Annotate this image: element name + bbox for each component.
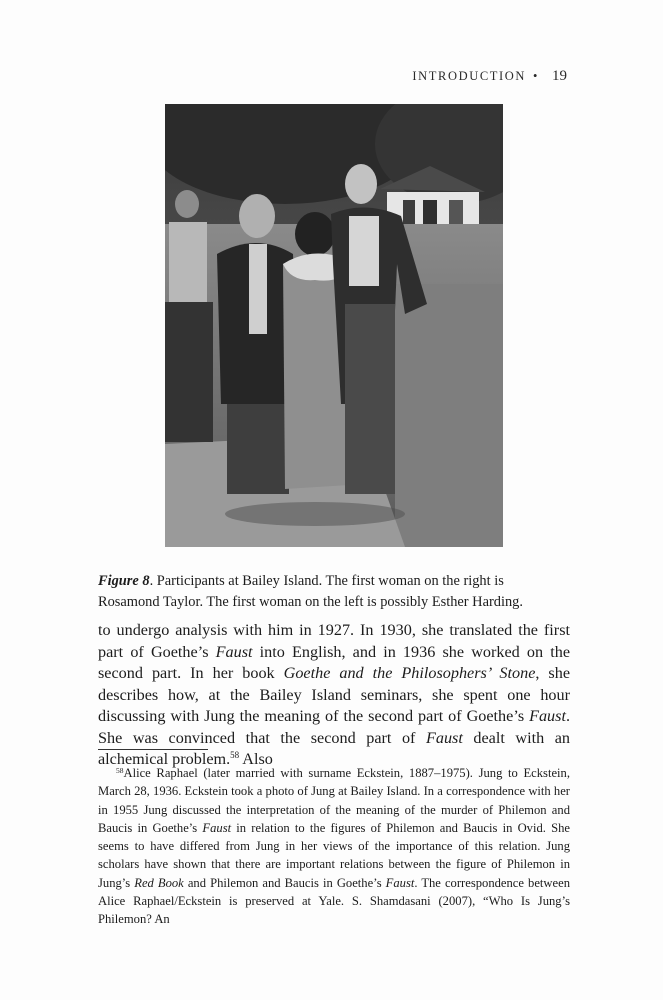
body-italic-title: Faust	[215, 642, 253, 661]
body-italic-title: Faust	[425, 728, 463, 747]
running-head-separator: •	[533, 69, 539, 83]
figure-caption	[98, 571, 568, 613]
figure-photo	[165, 104, 503, 547]
footnote-text-segment: in relation to the figures of Philemon and Baucis in Ovid. She seems to have differed from Jung in her views of the importance of this relation. Jung scholars have shown that there are important relations between the figure of Philemon in Jung’s	[98, 820, 570, 890]
footnote-italic-title: Faust	[385, 875, 415, 890]
body-italic-title: Goethe and the Philosophers’ Stone	[283, 664, 536, 682]
footnote-text-segment: . The correspondence between Alice Raphael/Eckstein is preserved at Yale. S. Shamdasani (2007), “Who Is Jung’s Philemon? An	[98, 875, 570, 927]
footnote-text-segment: and Philemon and Baucis in Goethe’s	[183, 875, 386, 890]
footnote-italic-title: Red Book	[134, 875, 184, 890]
footnote-italic-title: Faust	[202, 820, 232, 835]
body-text-segment: , she describes how, at the Bailey Island seminars, she spent one hour discussing with Jung the meaning of the second part of Goethe’s	[98, 664, 571, 725]
footnote-number: 58	[116, 766, 124, 775]
body-text-segment: dealt with an alchemical problem.	[98, 728, 570, 768]
body-text-segment: into English, and in 1936 she worked on the second part. In her book	[98, 642, 570, 682]
body-paragraph	[98, 620, 570, 771]
running-head-section: INTRODUCTION	[412, 69, 527, 83]
body-italic-title: Faust	[529, 707, 566, 725]
page-number: 19	[552, 68, 567, 84]
bailey-island-participants-photo	[165, 104, 503, 547]
figure-label: Figure 8	[98, 573, 150, 590]
footnote	[98, 764, 570, 929]
footnote-reference[interactable]: 58	[230, 750, 240, 760]
footnote-text-segment: Alice Raphael (later married with surname Eckstein, 1887–1975). Jung to Eckstein, March 28, 1936. Eckstein took a photo of Jung at Bailey Island. In a correspondence with her in 1955 Jung discussed the interpretation of the meaning of the murder of Philemon and Baucis in Goethe’s	[98, 766, 570, 835]
body-text-segment: . She was convinced that the second part of	[98, 707, 570, 747]
figure-caption-text: . Participants at Bailey Island. The first woman on the right is Rosamond Taylor. The first woman on the left is possibly Esther Harding.	[98, 573, 523, 611]
running-head	[412, 68, 567, 85]
body-text-segment: Also	[239, 750, 273, 768]
footnote-rule	[98, 749, 208, 750]
body-text-segment: to undergo analysis with him in 1927. In 1930, she translated the first part of Goethe’s	[98, 621, 570, 661]
